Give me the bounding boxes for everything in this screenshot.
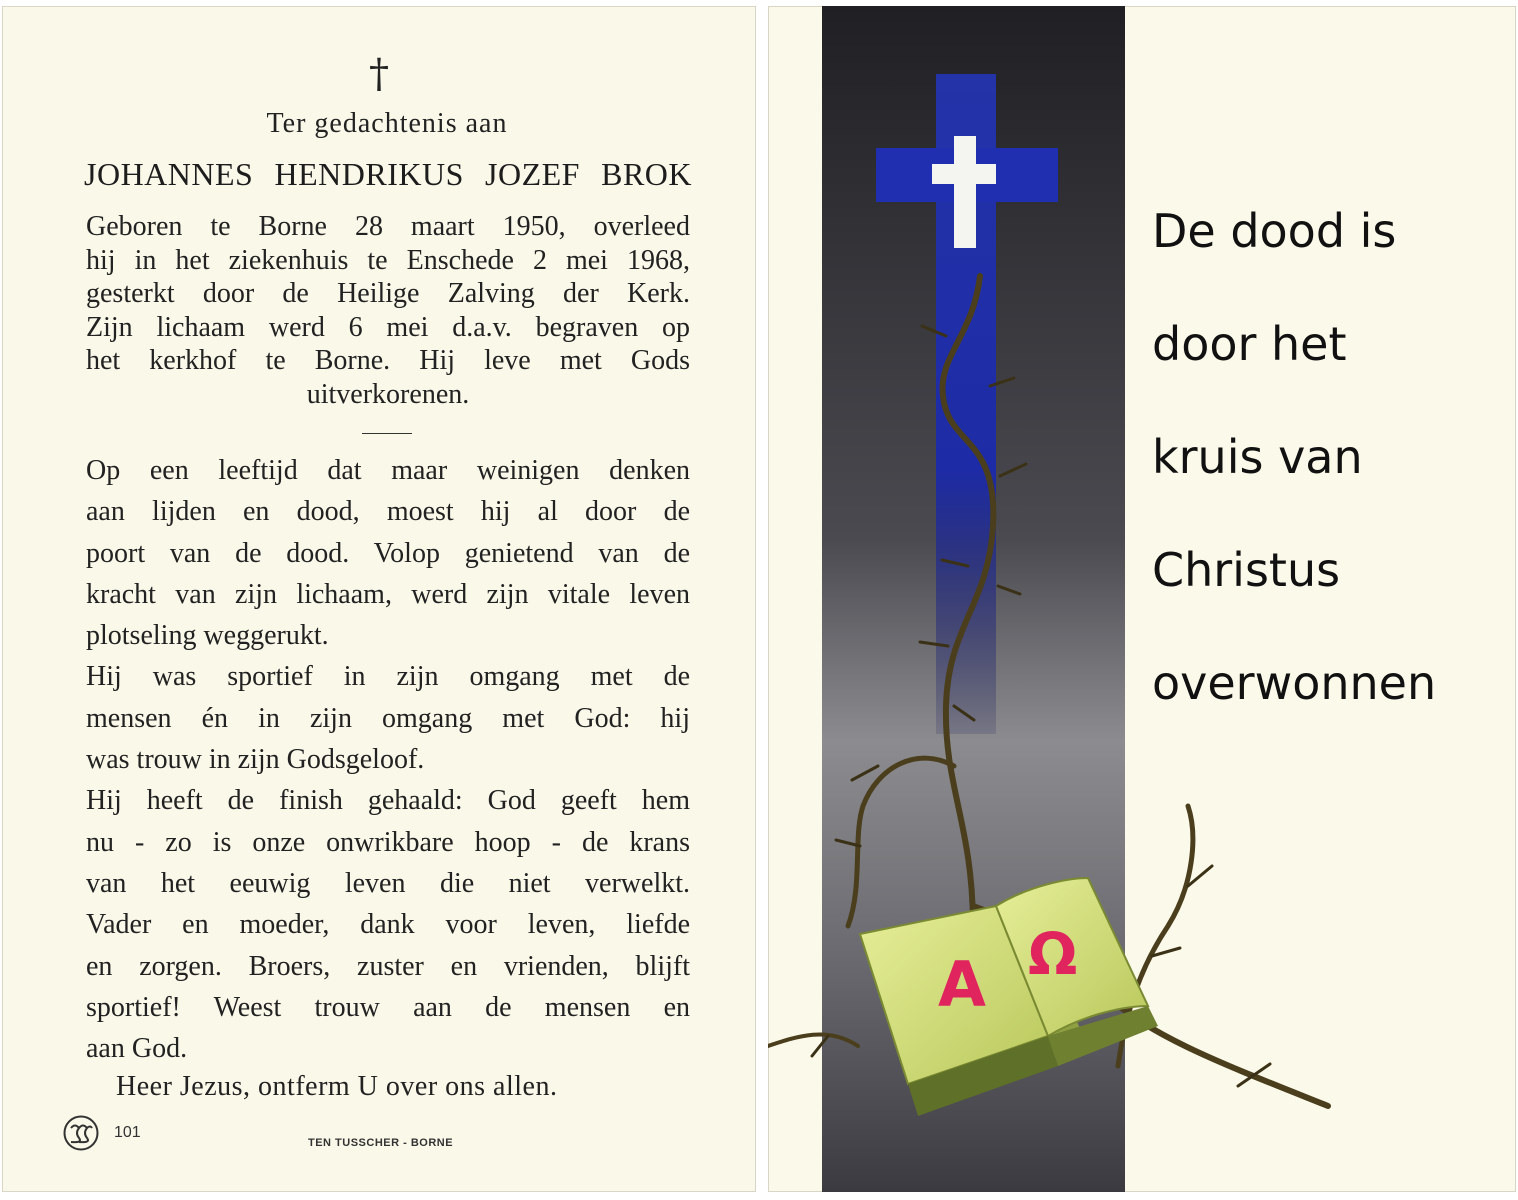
memorial-card-text-side [2,6,756,1192]
reflection-line: Hij was sportief in zijn omgang met de [86,661,690,693]
card-number: 101 [114,1124,141,1141]
bio-line: hij in het ziekenhuis te Enschede 2 mei 1968, [86,244,690,276]
memorial-quote [1152,198,1512,763]
reflection-line: was trouw in zijn Godsgeloof. [86,744,425,776]
reflection-line: Hij heeft de finish gehaald: God geeft hem [86,785,690,817]
omega-symbol: Ω [1028,920,1078,988]
bio-line: Zijn lichaam werd 6 mei d.a.v. begraven op [86,311,690,343]
alpha-symbol: A [938,948,986,1021]
publisher-logo-icon [62,1114,100,1152]
biography [86,210,690,411]
reflection-text [86,450,690,1069]
reflection-line: plotseling weggerukt. [86,620,329,652]
quote-line: De dood is [1152,204,1397,258]
divider [362,433,412,434]
reflection-line: Vader en moeder, dank voor leven, liefde [86,909,690,941]
quote-line: overwonnen [1152,656,1437,710]
reflection-line: poort van de dood. Volop genietend van de [86,537,690,569]
reflection-line: aan God. [86,1033,188,1065]
reflection-line: kracht van zijn lichaam, werd zijn vitale leven [86,578,690,610]
closing-prayer: Heer Jezus, ontferm U over ons allen. [116,1071,558,1102]
bio-line: het kerkhof te Borne. Hij leve met Gods [86,345,690,376]
cross-icon: † [369,51,389,97]
reflection-line: aan lijden en dood, moest hij al door de [86,496,690,528]
bio-line: gesterkt door de Heilige Zalving der Kerk. [86,278,690,309]
quote-line: kruis van [1152,430,1363,484]
reflection-line: van het eeuwig leven die niet verwelkt. [86,867,690,899]
reflection-line: Op een leeftijd dat maar weinigen denken [86,455,690,486]
reflection-line: nu - zo is onze onwrikbare hoop - de krans [86,826,690,858]
quote-line: Christus [1152,543,1341,597]
quote-line: door het [1152,317,1347,371]
reflection-line: en zorgen. Broers, zuster en vrienden, blijft [86,950,690,982]
memorial-card-image-side [768,6,1516,1192]
reflection-line: mensen én in zijn omgang met God: hij [86,702,690,734]
bio-line: uitverkorenen. [306,378,470,410]
bio-line: Geboren te Borne 28 maart 1950, overleed [86,211,690,242]
reflection-line: sportief! Weest trouw aan de mensen en [86,991,690,1023]
memorial-heading: Ter gedachtenis aan [266,108,508,139]
printer-credit: TEN TUSSCHER - BORNE [308,1137,454,1149]
deceased-name: JOHANNES HENDRIKUS JOZEF BROK [84,156,692,192]
